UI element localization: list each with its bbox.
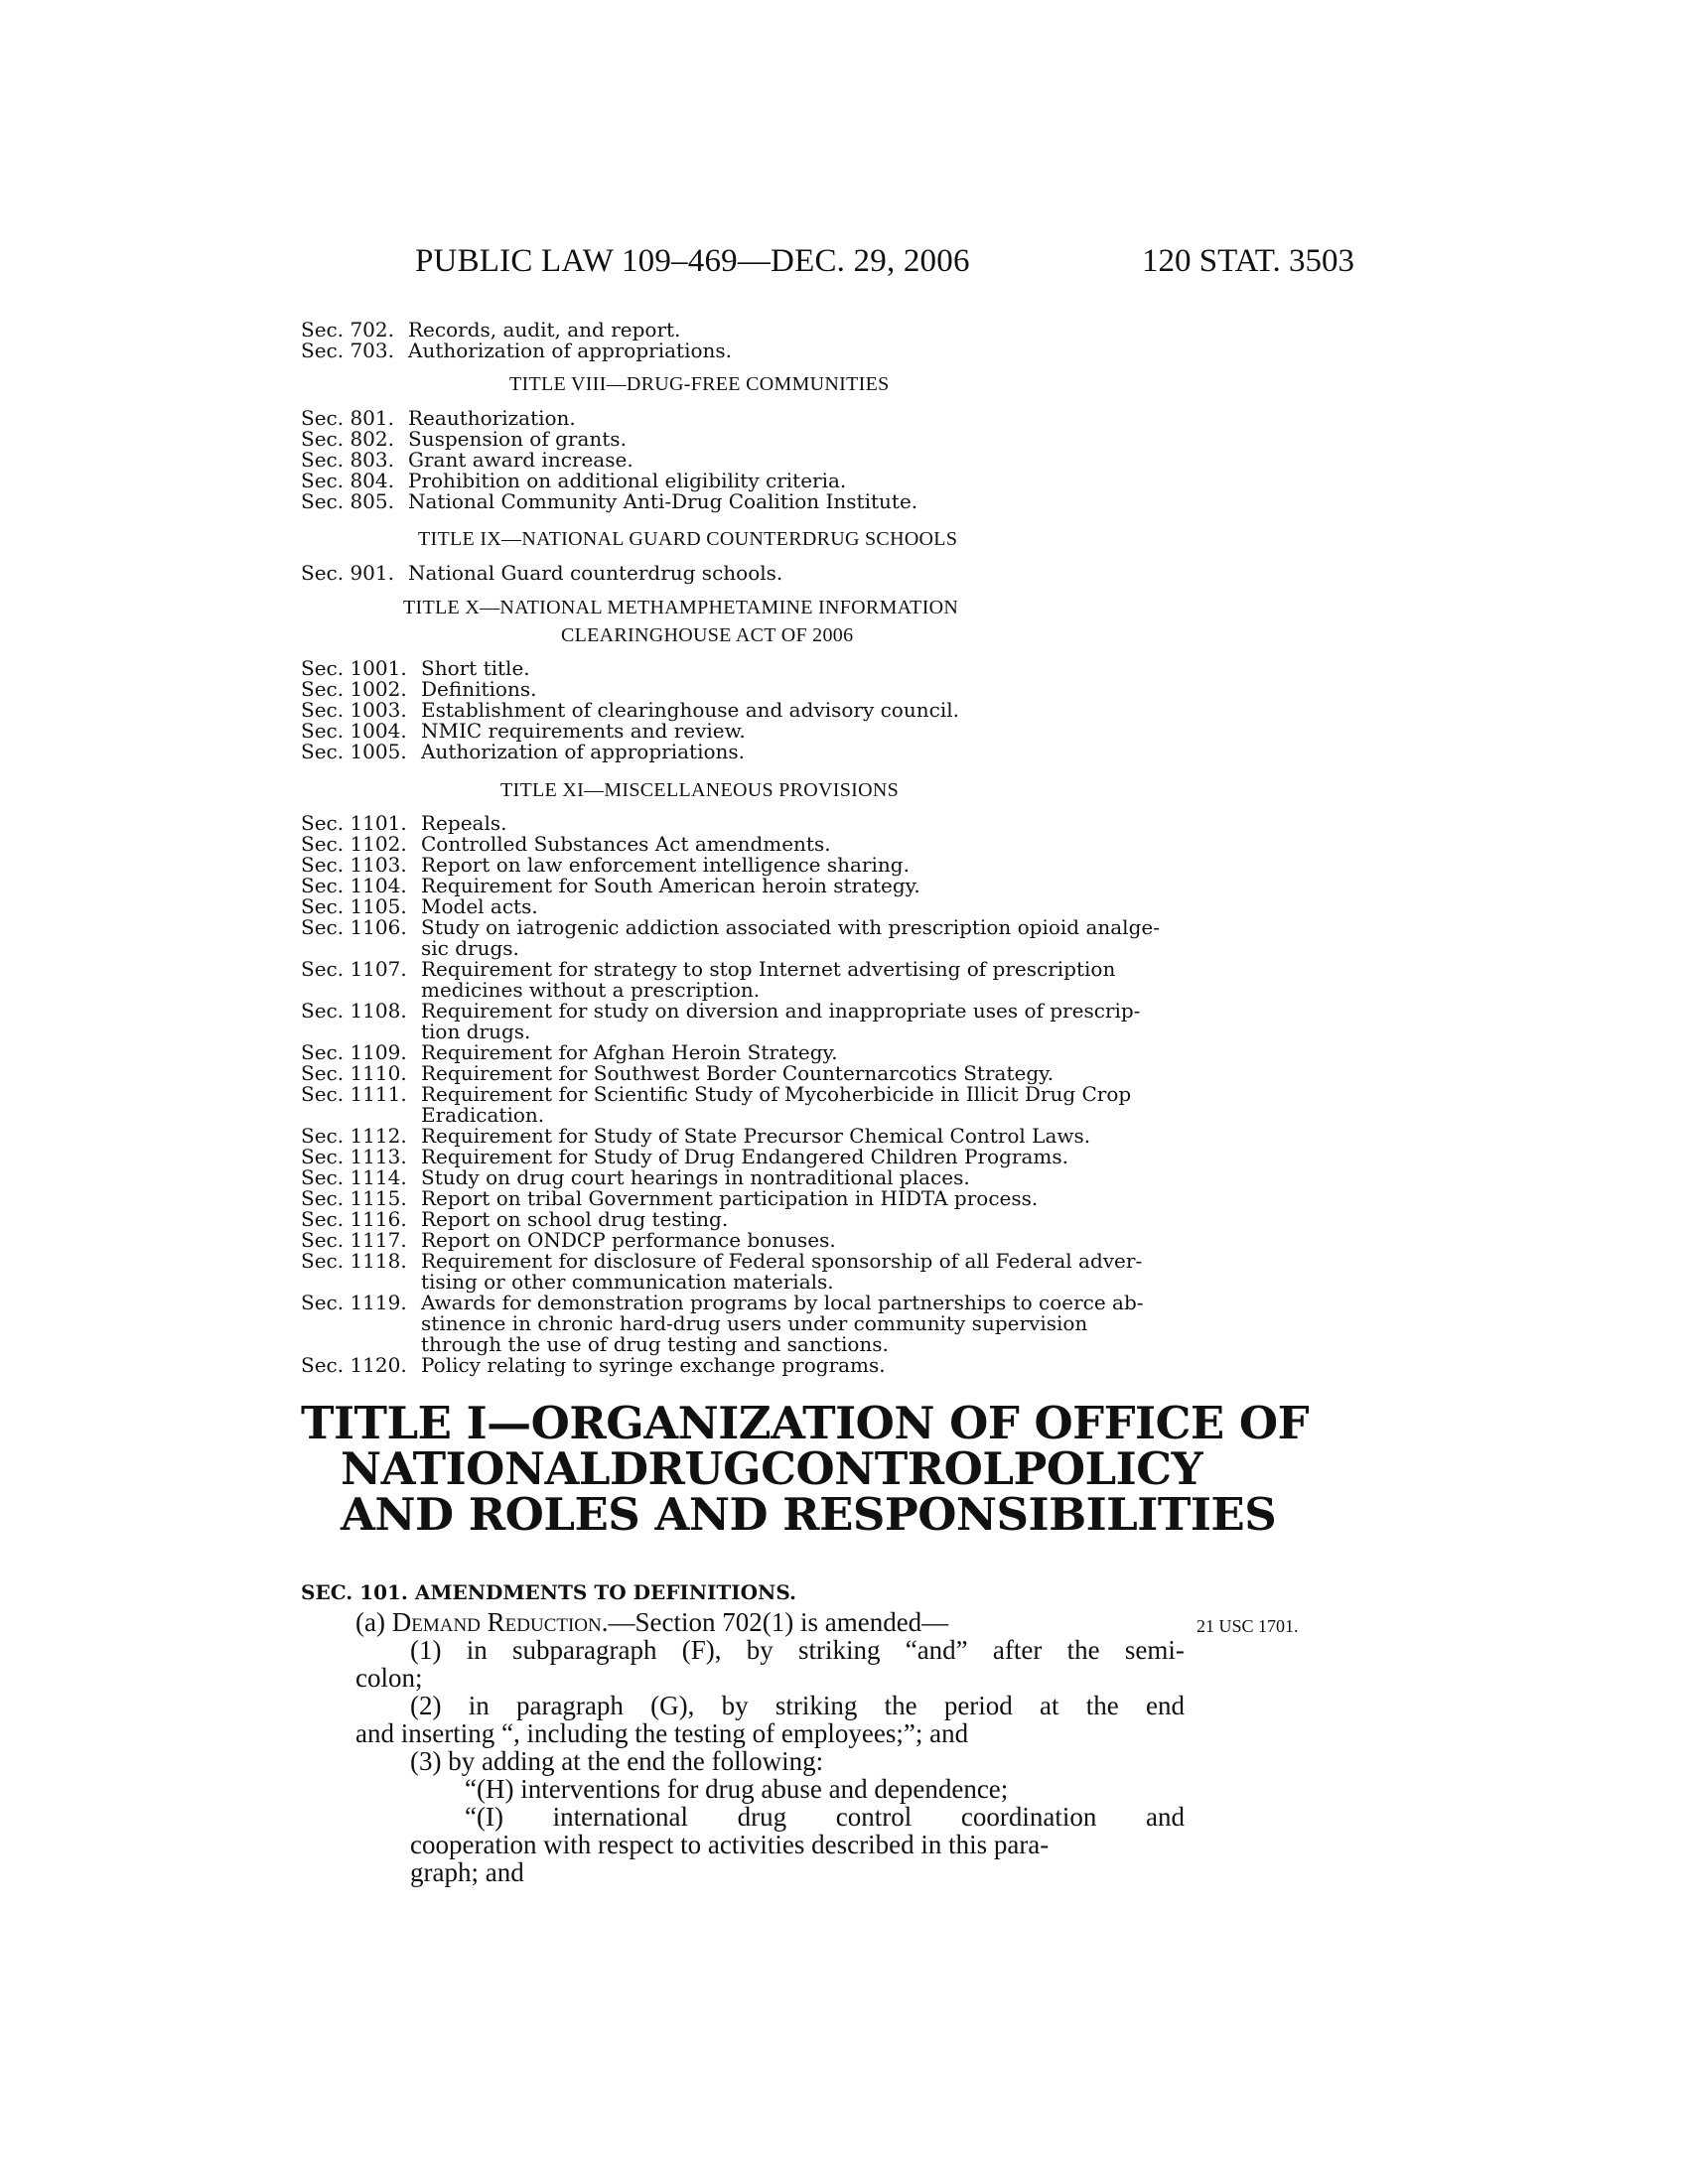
toc-section-title: Requirement for Study of State Precursor Chemical Control Laws.	[421, 1124, 1091, 1148]
word: and	[1146, 1802, 1185, 1832]
paragraph-1-cont: colon;	[355, 1663, 423, 1693]
subparagraph-i-line	[465, 1803, 1185, 1831]
toc-entry	[301, 740, 746, 763]
toc-section-number: Sec. 1109.	[301, 1040, 407, 1064]
toc-section-title: Short title.	[421, 656, 530, 680]
toc-section-title: Report on ONDCP performance bonuses.	[421, 1228, 836, 1252]
word: paragraph	[515, 1691, 624, 1720]
word: by	[746, 1635, 774, 1665]
title-i-heading	[301, 1397, 1310, 1541]
toc-section-number: Sec. 1103.	[301, 853, 407, 877]
toc-section-title: Requirement for disclosure of Federal sponsorship of all Federal adver-	[421, 1249, 1143, 1273]
title-i-word: POLICY	[1013, 1442, 1203, 1495]
toc-section-number: Sec. 804.	[301, 469, 394, 492]
word: subparagraph	[512, 1635, 657, 1665]
word: (2)	[410, 1691, 442, 1720]
word: after	[992, 1635, 1043, 1665]
word: the	[884, 1691, 917, 1720]
toc-section-number: Sec. 1004.	[301, 719, 407, 743]
title-i-word: CONTROL	[761, 1442, 1014, 1495]
toc-entry	[301, 957, 1116, 981]
toc-section-title: National Guard counterdrug schools.	[408, 561, 783, 585]
toc-section-number: Sec. 1104.	[301, 874, 407, 897]
toc-entry	[301, 811, 507, 835]
toc-entry	[301, 339, 733, 362]
toc-entry	[301, 1186, 1039, 1210]
toc-section-number: Sec. 1113.	[301, 1145, 407, 1168]
toc-section-number: Sec. 1108.	[301, 999, 407, 1023]
title-i-word: NATIONAL	[341, 1442, 611, 1495]
word: the	[1085, 1691, 1119, 1720]
toc-entry	[301, 874, 920, 897]
toc-section-title: Awards for demonstration programs by local partnerships to coerce ab-	[421, 1291, 1144, 1314]
toc-section-title: NMIC requirements and review.	[421, 719, 746, 743]
toc-section-title: Repeals.	[421, 811, 507, 835]
toc-section-title: Study on iatrogenic addiction associated with prescription opioid analge-	[421, 915, 1160, 939]
toc-title-heading: TITLE XI—MISCELLANEOUS PROVISIONS	[500, 779, 900, 801]
toc-section-title-continued: tion drugs.	[421, 1020, 531, 1043]
toc-title-heading: TITLE X—NATIONAL METHAMPHETAMINE INFORMATION	[403, 597, 959, 618]
running-header-right: 120 STAT. 3503	[1142, 243, 1355, 279]
toc-entry	[301, 469, 847, 492]
toc-entry	[301, 719, 746, 743]
toc-section-title: Requirement for Study of Drug Endangered Children Programs.	[421, 1145, 1068, 1168]
toc-section-title: Requirement for Afghan Heroin Strategy.	[421, 1040, 838, 1064]
subparagraph-i-cont-2: graph; and	[410, 1857, 524, 1887]
section-heading: SEC. 101. AMENDMENTS TO DEFINITIONS.	[301, 1580, 797, 1604]
paragraph-2-cont: and inserting “, including the testing of employees;”; and	[355, 1718, 969, 1748]
toc-section-number: Sec. 1002.	[301, 677, 407, 701]
toc-section-title-continued: tising or other communication materials.	[421, 1270, 834, 1294]
toc-section-number: Sec. 1116.	[301, 1207, 407, 1231]
toc-entry	[301, 656, 530, 680]
toc-entry	[301, 406, 576, 430]
toc-entry	[301, 1145, 1068, 1168]
word: (G),	[650, 1691, 695, 1720]
toc-section-title: Requirement for Scientific Study of Mycoherbicide in Illicit Drug Crop	[421, 1082, 1132, 1106]
toc-section-title: Requirement for Southwest Border Counternarcotics Strategy.	[421, 1061, 1055, 1085]
toc-section-number: Sec. 703.	[301, 339, 394, 362]
toc-section-title-continued: medicines without a prescription.	[421, 978, 761, 1002]
toc-section-title-continued: sic drugs.	[421, 936, 519, 960]
title-i-line-3: AND ROLES AND RESPONSIBILITIES	[341, 1488, 1277, 1541]
toc-entry	[301, 698, 959, 722]
toc-entry	[301, 677, 537, 701]
toc-entry	[301, 1165, 970, 1189]
running-header-left: PUBLIC LAW 109–469—DEC. 29, 2006	[415, 243, 970, 279]
paragraph-2-line	[410, 1692, 1185, 1719]
word: coordination	[960, 1802, 1097, 1832]
word: (1)	[410, 1635, 442, 1665]
toc-section-number: Sec. 1118.	[301, 1249, 407, 1273]
toc-section-title: Reauthorization.	[408, 406, 576, 430]
toc-section-number: Sec. 702.	[301, 318, 394, 341]
toc-section-number: Sec. 1005.	[301, 740, 407, 763]
toc-entry	[301, 448, 633, 472]
toc-section-title: Authorization of appropriations.	[421, 740, 746, 763]
toc-section-number: Sec. 1120.	[301, 1353, 407, 1377]
toc-section-number: Sec. 802.	[301, 427, 394, 451]
toc-section-title: Study on drug court hearings in nontraditional places.	[421, 1165, 970, 1189]
toc-entry	[301, 999, 1141, 1023]
toc-section-number: Sec. 1110.	[301, 1061, 407, 1085]
toc-section-number: Sec. 1111.	[301, 1082, 407, 1106]
word: striking	[774, 1691, 858, 1720]
toc-section-number: Sec. 1107.	[301, 957, 407, 981]
toc-section-number: Sec. 1114.	[301, 1165, 407, 1189]
toc-entry	[301, 489, 918, 513]
word: striking	[797, 1635, 881, 1665]
paragraph-3-line: (3) by adding at the end the following:	[410, 1746, 824, 1776]
toc-entry	[301, 1291, 1144, 1314]
toc-section-number: Sec. 1106.	[301, 915, 407, 939]
toc-section-number: Sec. 805.	[301, 489, 394, 513]
toc-section-title: Prohibition on additional eligibility criteria.	[408, 469, 847, 492]
word: control	[835, 1802, 913, 1832]
word: end	[1146, 1691, 1185, 1720]
toc-section-number: Sec. 801.	[301, 406, 394, 430]
toc-entry	[301, 832, 831, 856]
word: drug	[737, 1802, 787, 1832]
word: period	[943, 1691, 1013, 1720]
toc-section-title: Report on law enforcement intelligence sharing.	[421, 853, 910, 877]
toc-entry	[301, 1228, 836, 1252]
toc-entry	[301, 1061, 1055, 1085]
toc-section-title: Requirement for strategy to stop Internet advertising of prescription	[421, 957, 1116, 981]
toc-section-number: Sec. 1001.	[301, 656, 407, 680]
toc-section-title: Suspension of grants.	[408, 427, 627, 451]
toc-entry	[301, 318, 681, 341]
toc-section-number: Sec. 803.	[301, 448, 394, 472]
toc-entry	[301, 1040, 838, 1064]
toc-entry	[301, 915, 1160, 939]
word: by	[721, 1691, 749, 1720]
paragraph-1-line	[410, 1636, 1185, 1664]
word: “and”	[905, 1635, 968, 1665]
toc-section-title: Report on tribal Government participation in HIDTA process.	[421, 1186, 1039, 1210]
toc-title-heading: TITLE IX—NATIONAL GUARD COUNTERDRUG SCHOOLS	[418, 528, 958, 550]
toc-title-heading: CLEARINGHOUSE ACT OF 2006	[561, 624, 854, 646]
toc-section-number: Sec. 1112.	[301, 1124, 407, 1148]
toc-section-title: Requirement for South American heroin strategy.	[421, 874, 920, 897]
toc-section-number: Sec. 1003.	[301, 698, 407, 722]
subsection-a-text: .—Section 702(1) is amended—	[601, 1607, 949, 1637]
subparagraph-i-cont-1: cooperation with respect to activities described in this para-	[410, 1830, 1050, 1859]
subsection-a-caption: Demand Reduction	[391, 1607, 602, 1637]
toc-section-title: Records, audit, and report.	[408, 318, 681, 341]
word: in	[468, 1691, 490, 1720]
word: (F),	[681, 1635, 722, 1665]
toc-entry	[301, 1353, 886, 1377]
toc-section-title-continued: stinence in chronic hard-drug users under community supervision	[421, 1311, 1088, 1335]
subparagraph-h-line: “(H) interventions for drug abuse and dependence;	[465, 1774, 1009, 1804]
toc-section-title-continued: Eradication.	[421, 1103, 545, 1127]
title-i-line-2	[341, 1442, 1203, 1495]
subsection-a-prefix: (a)	[355, 1607, 392, 1637]
toc-entry	[301, 561, 783, 585]
word: in	[466, 1635, 488, 1665]
toc-section-number: Sec. 1105.	[301, 894, 407, 918]
toc-section-title: Establishment of clearinghouse and advisory council.	[421, 698, 959, 722]
toc-section-number: Sec. 901.	[301, 561, 394, 585]
toc-section-title: Authorization of appropriations.	[408, 339, 733, 362]
toc-entry	[301, 853, 910, 877]
toc-section-title: Definitions.	[421, 677, 537, 701]
toc-entry	[301, 1124, 1091, 1148]
title-i-line-1: TITLE I—ORGANIZATION OF OFFICE OF	[301, 1397, 1310, 1449]
toc-section-title: Model acts.	[421, 894, 538, 918]
toc-entry	[301, 1249, 1143, 1273]
word: international	[552, 1802, 689, 1832]
toc-entry	[301, 1082, 1132, 1106]
toc-entry	[301, 1207, 729, 1231]
toc-section-number: Sec. 1115.	[301, 1186, 407, 1210]
toc-section-number: Sec. 1102.	[301, 832, 407, 856]
title-i-word: DRUG	[610, 1442, 762, 1495]
toc-section-title-continued: through the use of drug testing and sanctions.	[421, 1332, 889, 1356]
toc-section-title: Grant award increase.	[408, 448, 633, 472]
word: “(I)	[465, 1802, 503, 1832]
toc-entry	[301, 894, 538, 918]
toc-title-heading: TITLE VIII—DRUG-FREE COMMUNITIES	[509, 373, 890, 395]
toc-section-title: Controlled Substances Act amendments.	[421, 832, 831, 856]
word: the	[1066, 1635, 1100, 1665]
toc-section-number: Sec. 1101.	[301, 811, 407, 835]
subsection-a-line	[355, 1608, 948, 1636]
toc-section-title: Requirement for study on diversion and inappropriate uses of prescrip-	[421, 999, 1141, 1023]
margin-citation: 21 USC 1701.	[1196, 1616, 1299, 1636]
toc-section-number: Sec. 1117.	[301, 1228, 407, 1252]
toc-section-number: Sec. 1119.	[301, 1291, 407, 1314]
word: semi-	[1124, 1635, 1185, 1665]
toc-entry	[301, 427, 627, 451]
toc-section-title: National Community Anti-Drug Coalition Institute.	[408, 489, 918, 513]
word: at	[1040, 1691, 1059, 1720]
toc-section-title: Policy relating to syringe exchange programs.	[421, 1353, 886, 1377]
toc-section-title: Report on school drug testing.	[421, 1207, 729, 1231]
